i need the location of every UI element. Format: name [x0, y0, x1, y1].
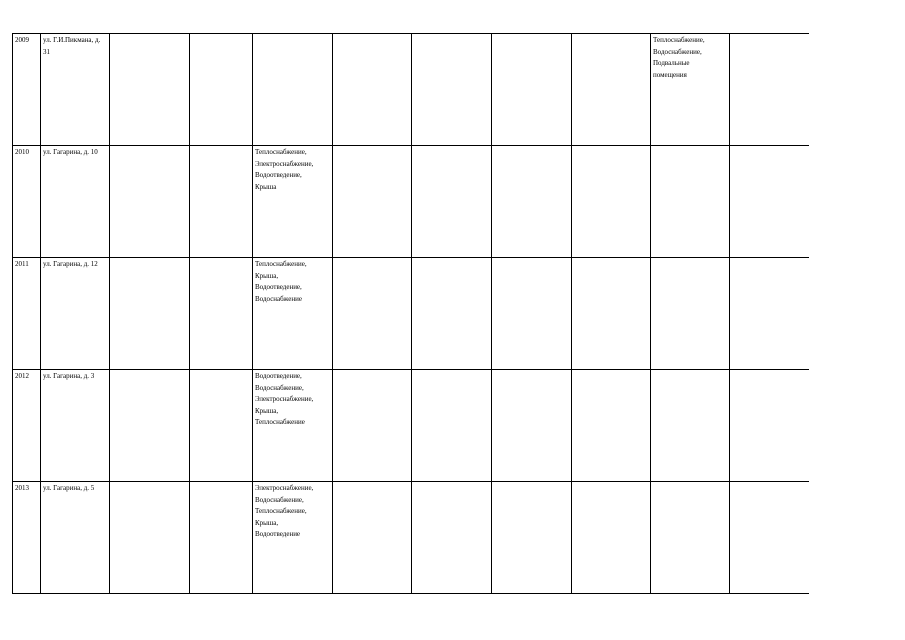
empty-cell [190, 370, 253, 482]
empty-cell [190, 146, 253, 258]
address-cell: ул. Гагарина, д. 10 [41, 146, 110, 258]
empty-cell [190, 34, 253, 146]
system-line: Крыша, [255, 406, 279, 415]
empty-cell [730, 370, 809, 482]
year-cell: 2013 [13, 482, 41, 594]
empty-cell [412, 146, 492, 258]
repair-schedule-table [12, 33, 809, 594]
empty-cell [730, 482, 809, 594]
system-line: Водоснабжение [255, 294, 303, 303]
system-line: Подвальные [653, 59, 690, 67]
empty-cell [730, 34, 809, 146]
empty-cell [412, 258, 492, 370]
table-row [13, 258, 809, 370]
empty-cell [190, 482, 253, 594]
systems-cell [253, 482, 333, 594]
empty-cell [412, 370, 492, 482]
system-line: Теплоснабжение, [653, 36, 705, 44]
system-line: Теплоснабжение, [255, 507, 307, 515]
table-row [13, 34, 809, 146]
empty-cell [492, 146, 572, 258]
address-cell: ул. Г.И.Пикмана, д. 31 [41, 34, 110, 146]
system-line: Водоотведение [255, 530, 301, 538]
empty-cell [730, 258, 809, 370]
systems-cell [253, 370, 333, 482]
empty-cell [572, 258, 651, 370]
system-line: Водоснабжение, [255, 495, 304, 504]
empty-cell [110, 258, 190, 370]
systems-cell [253, 146, 333, 258]
system-line: Теплоснабжение, [255, 260, 307, 268]
empty-cell [492, 370, 572, 482]
empty-cell [412, 34, 492, 146]
systems-cell [651, 258, 730, 370]
table-row [13, 482, 809, 594]
empty-cell [110, 482, 190, 594]
empty-cell [572, 34, 651, 146]
system-line: Теплоснабжение [255, 418, 305, 426]
systems-cell [651, 482, 730, 594]
empty-cell [492, 34, 572, 146]
system-line: Водоотведение, [255, 372, 302, 380]
table-row [13, 370, 809, 482]
year-cell: 2010 [13, 146, 41, 258]
year-cell: 2009 [13, 34, 41, 146]
system-line: Водоснабжение, [255, 383, 304, 392]
address-cell: ул. Гагарина, д. 12 [41, 258, 110, 370]
systems-cell [253, 258, 333, 370]
empty-cell [730, 146, 809, 258]
empty-cell [492, 482, 572, 594]
system-line: Крыша, [255, 518, 279, 527]
system-line: Крыша, [255, 271, 279, 280]
empty-cell [492, 258, 572, 370]
year-cell: 2011 [13, 258, 41, 370]
systems-cell [253, 34, 333, 146]
empty-cell [333, 146, 412, 258]
empty-cell [572, 482, 651, 594]
empty-cell [333, 34, 412, 146]
system-line: Водоотведение, [255, 283, 302, 291]
address-cell: ул. Гагарина, д. 5 [41, 482, 110, 594]
table-body [13, 34, 809, 594]
system-line: Электроснабжение, [255, 484, 314, 492]
empty-cell [333, 258, 412, 370]
systems-cell [651, 146, 730, 258]
empty-cell [572, 370, 651, 482]
year-cell: 2012 [13, 370, 41, 482]
empty-cell [412, 482, 492, 594]
address-cell: ул. Гагарина, д. 3 [41, 370, 110, 482]
system-line: Теплоснабжение, [255, 148, 307, 156]
systems-cell [651, 370, 730, 482]
empty-cell [190, 258, 253, 370]
system-line: помещения [653, 70, 687, 79]
system-line: Электроснабжение, [255, 395, 314, 403]
table-row [13, 146, 809, 258]
empty-cell [110, 370, 190, 482]
system-line: Электроснабжение, [255, 159, 314, 168]
empty-cell [110, 34, 190, 146]
empty-cell [333, 370, 412, 482]
system-line: Водоотведение, [255, 171, 302, 179]
system-line: Крыша [255, 182, 277, 191]
empty-cell [333, 482, 412, 594]
system-line: Водоснабжение, [653, 47, 702, 56]
empty-cell [110, 146, 190, 258]
systems-cell [651, 34, 730, 146]
empty-cell [572, 146, 651, 258]
